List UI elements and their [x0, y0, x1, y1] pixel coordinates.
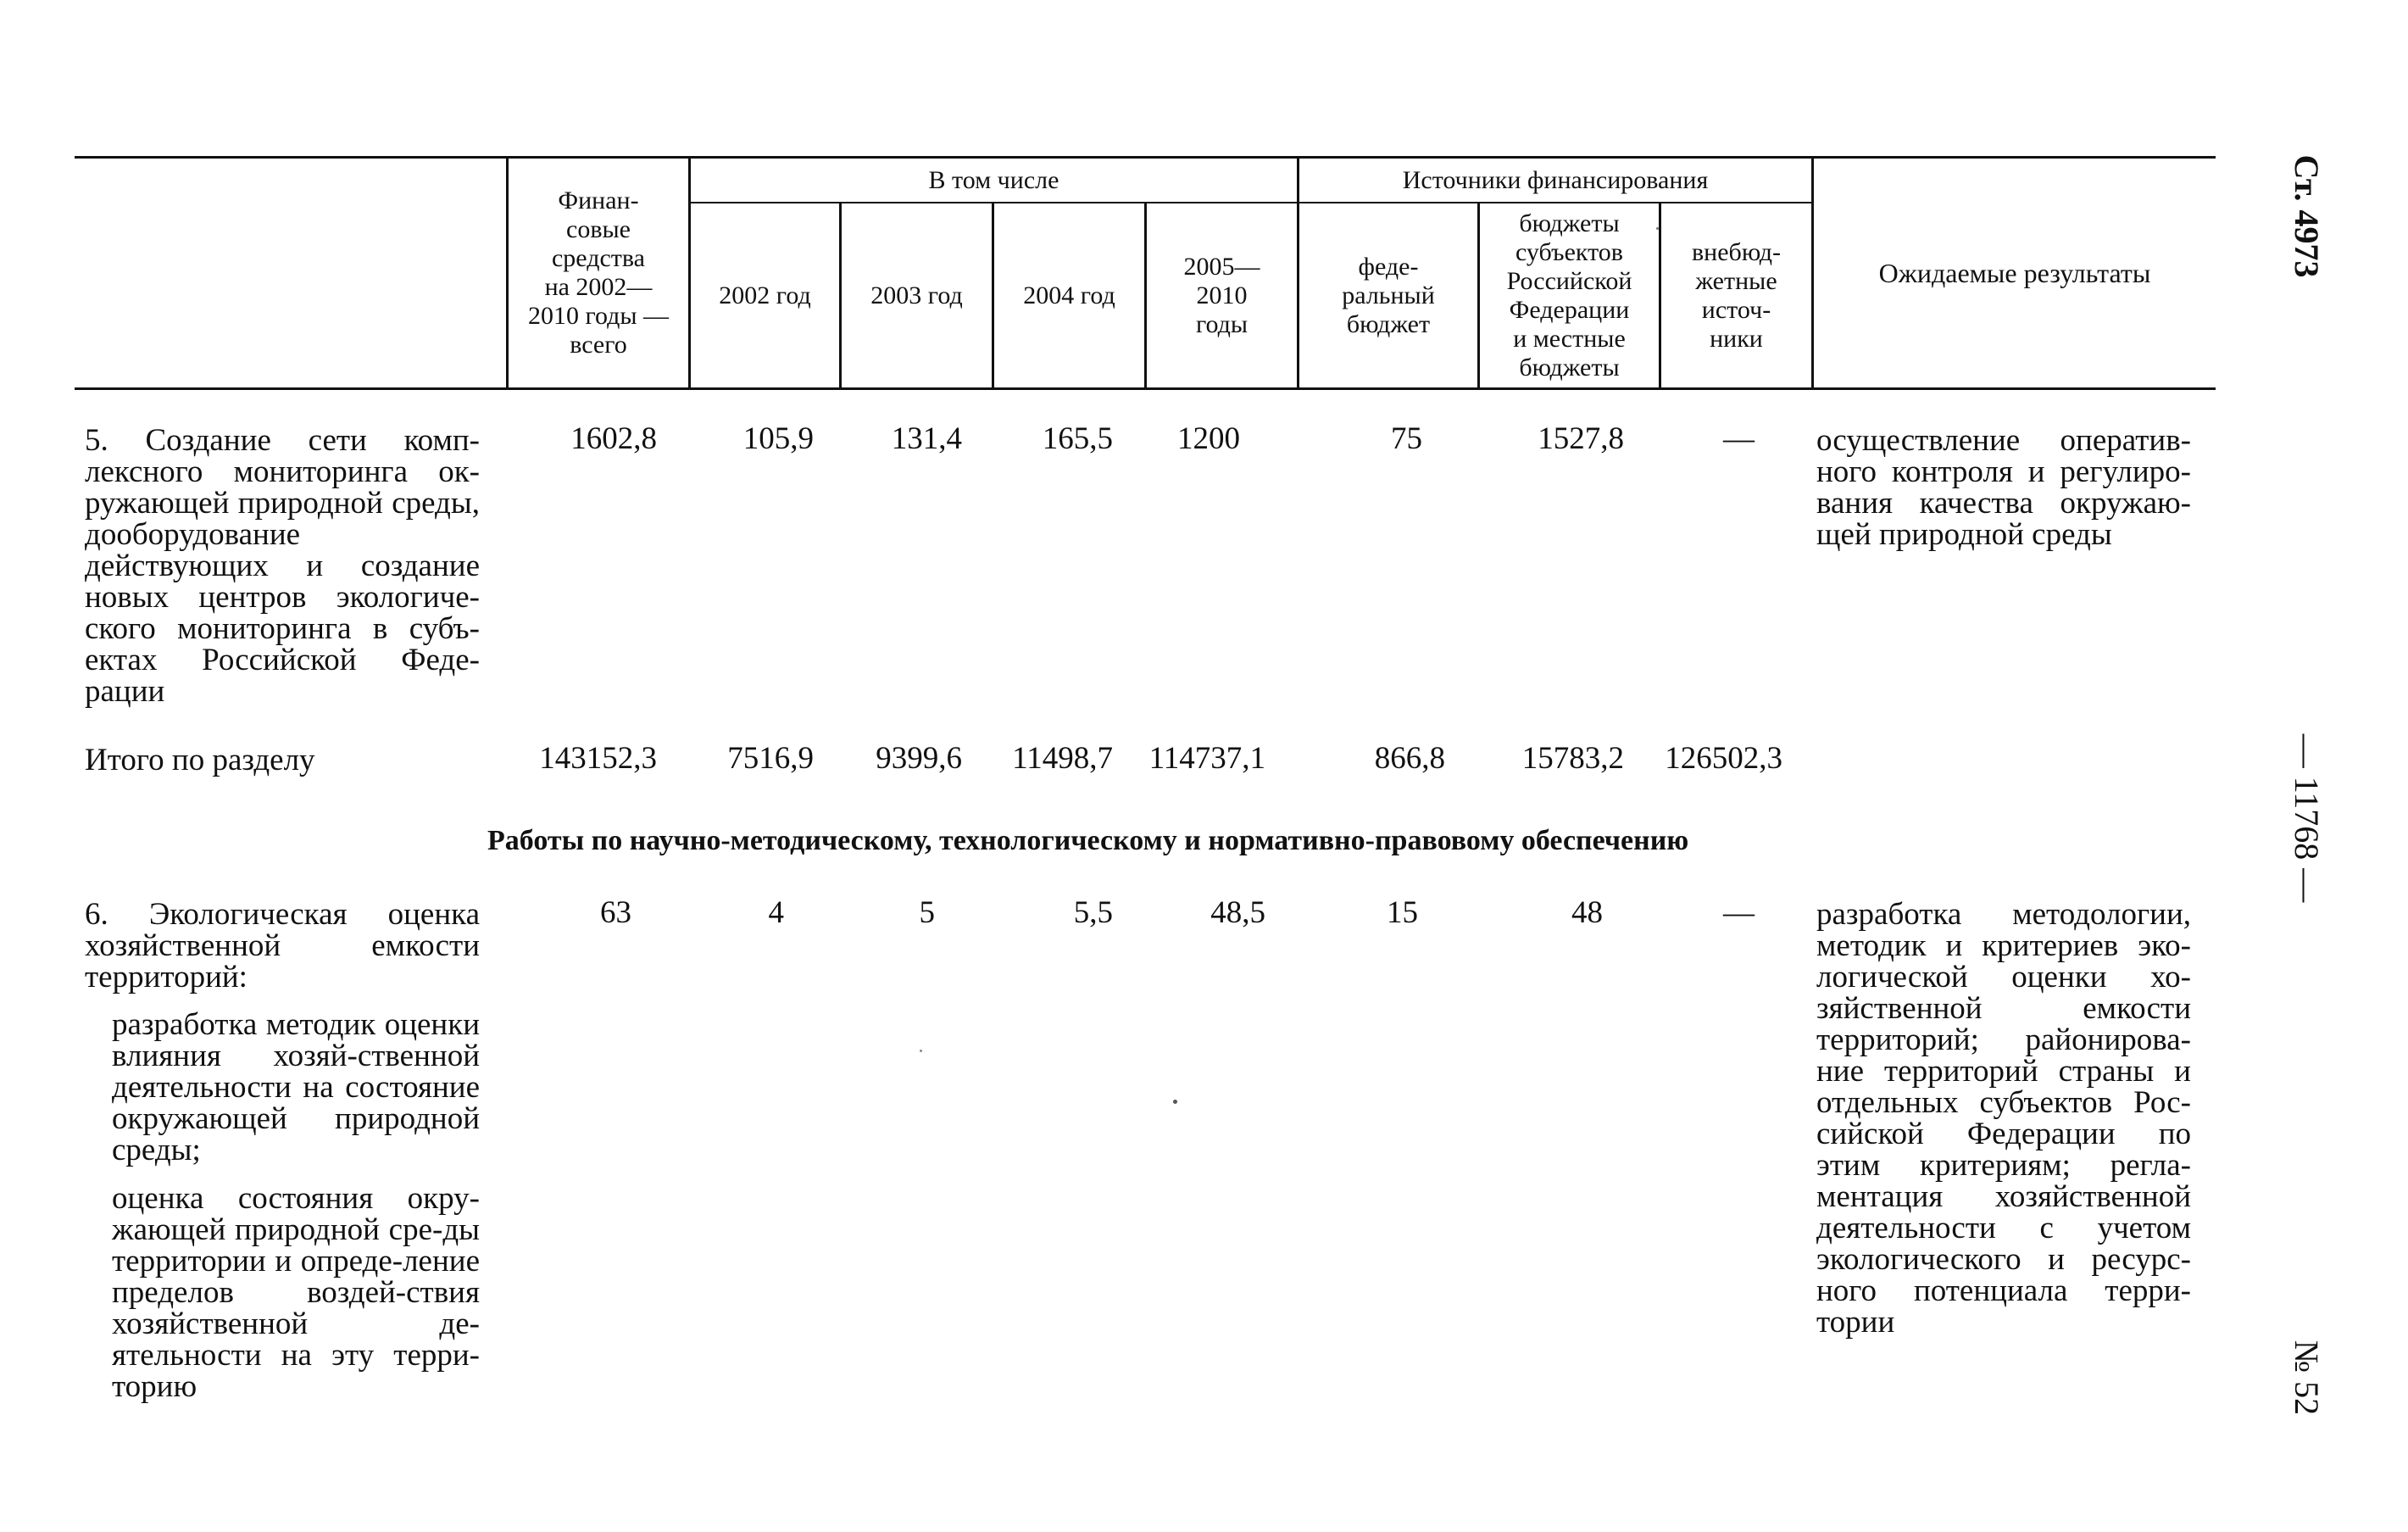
- row5-2004: 165,5: [1042, 421, 1113, 456]
- subtotal-offbudget: 126502,3: [1665, 741, 1782, 776]
- row6-title: 6. Экологическая оценка хозяйственной емкости территорий:: [85, 897, 480, 994]
- header-year-2004: 2004 год: [1023, 281, 1115, 309]
- row6-2003: 5: [919, 895, 935, 930]
- header-subgroup-rule-2: [1299, 202, 1813, 203]
- row6-2004: 5,5: [1073, 895, 1113, 930]
- header-including: В том числе: [928, 166, 1059, 194]
- header-offbudget: внебюд- жетные источ- ники: [1692, 237, 1781, 353]
- header-federal-budget: феде- ральный бюджет: [1342, 252, 1435, 338]
- subtotal-regional: 15783,2: [1521, 741, 1624, 776]
- row6-result: разработка методологии, методик и критериев эко-логической оценки хо-зяйственной емкости территорий; районирова-ние территорий страны и отдельных субъектов Рос-сийской Федерации по этим критериям; регла-ментация хозяйственной деятельности с учетом экологического и ресурс-ного потенциала терри-тории: [1816, 897, 2191, 1340]
- subtotal-2005-2010: 114737,1: [1148, 741, 1265, 776]
- scan-speck: [1656, 227, 1659, 230]
- header-sources: Источники финансирования: [1402, 166, 1709, 194]
- row5-result: осуществление оператив-ного контроля и регулиро-вания качества окружаю-щей природной среды: [1816, 423, 2191, 552]
- row6-offbudget: —: [1723, 895, 1755, 930]
- row5-2003: 131,4: [891, 421, 962, 456]
- row5-regional: 1527,8: [1538, 421, 1624, 456]
- row6-subitem-2: оценка состояния окру-жающей природной сре-ды территории и опреде-ление пределов воздей-ствия хозяйственной де-ятельности на эту терри-торию: [112, 1181, 480, 1404]
- row6-total: 63: [600, 895, 631, 930]
- subtotal-title: Итого по разделу: [85, 743, 315, 777]
- subtotal-2004: 11498,7: [1012, 741, 1113, 776]
- row6-2002: 4: [768, 895, 784, 930]
- scan-speck: [920, 1050, 922, 1052]
- margin-issue-number: № 52: [2288, 1340, 2326, 1416]
- margin-page-number: — 11768 —: [2288, 733, 2326, 903]
- subtotal-2003: 9399,6: [876, 741, 962, 776]
- row5-federal: 75: [1391, 421, 1422, 456]
- header-years-2005-2010: 2005— 2010 годы: [1183, 252, 1260, 338]
- row5-2005-2010: 1200: [1177, 421, 1240, 456]
- header-expected-results: Ожидаемые результаты: [1878, 258, 2151, 288]
- header-regional-budgets: бюджеты субъектов Российской Федерации и местные бюджеты: [1506, 209, 1632, 382]
- row5-total: 1602,8: [570, 421, 657, 456]
- row5-title: 5. Создание сети комп-лексного мониторинга ок-ружающей природной среды, дооборудование действующих и создание новых центров экологиче-ского мониторинга в субъ-ектах Российской Феде-рации: [85, 423, 480, 709]
- subtotal-2002: 7516,9: [727, 741, 814, 776]
- header-top-rule: [75, 156, 2216, 159]
- margin-article-number: Ст. 4973: [2288, 154, 2326, 278]
- subtotal-federal: 866,8: [1374, 741, 1445, 776]
- header-financing-total: Финан- совые средства на 2002— 2010 годы — всего: [527, 187, 670, 359]
- row6-regional: 48: [1571, 895, 1603, 930]
- subtotal-total: 143152,3: [539, 741, 657, 776]
- scan-speck: [1173, 1100, 1177, 1104]
- row6-federal: 15: [1387, 895, 1418, 930]
- row5-offbudget: —: [1723, 421, 1755, 456]
- header-year-2003: 2003 год: [870, 281, 963, 309]
- header-year-2002: 2002 год: [719, 281, 811, 309]
- row6-2005-2010: 48,5: [1210, 895, 1265, 930]
- row6-subitem-1: разработка методик оценки влияния хозяй-ственной деятельности на состояние окружающей природной среды;: [112, 1007, 480, 1167]
- section-heading: Работы по научно-методическому, технологическому и нормативно-правовому обеспечению: [487, 825, 1689, 856]
- row5-2002: 105,9: [742, 421, 814, 456]
